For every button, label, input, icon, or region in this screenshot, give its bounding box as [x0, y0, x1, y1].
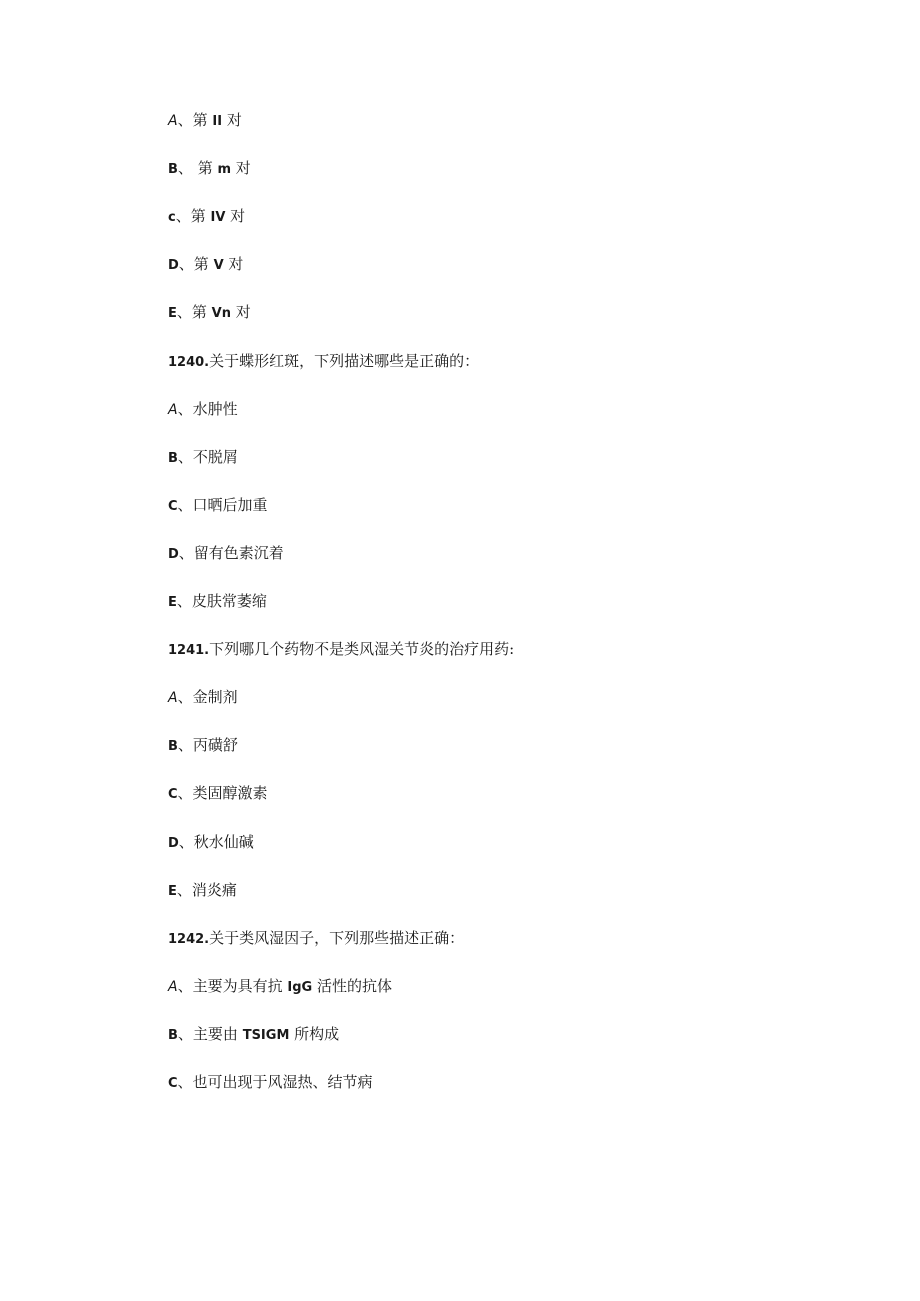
text-run: 所构成	[289, 1025, 340, 1043]
text-run: 关于蝶形红斑，下列描述哪些是正确的：	[209, 352, 480, 370]
text-run: 、水肿性	[177, 400, 238, 418]
text-run: E	[168, 306, 177, 321]
text-run: D	[168, 836, 179, 851]
text-run: 对	[223, 255, 244, 273]
text-run: 、消炎痛	[176, 881, 237, 899]
text-run: A	[168, 402, 178, 418]
text-run: 活性的抗体	[312, 977, 392, 995]
text-run: B	[168, 739, 178, 754]
text-run: 对	[231, 303, 251, 321]
text-run: IV	[210, 210, 226, 225]
answer-option	[168, 204, 245, 228]
text-run: 对	[222, 111, 242, 129]
text-run: 、主要由	[177, 1025, 243, 1043]
text-run: A	[168, 113, 178, 129]
text-run: E	[168, 884, 177, 899]
question-stem	[168, 349, 479, 373]
text-run: 、第	[178, 255, 214, 273]
question-stem	[168, 637, 514, 661]
text-run: V	[213, 258, 224, 273]
text-run: 、秋水仙碱	[178, 833, 254, 851]
text-run: B	[168, 162, 178, 177]
answer-option	[168, 830, 254, 854]
text-run: 、第	[176, 303, 212, 321]
text-run: c	[168, 210, 176, 225]
text-run: 对	[231, 159, 251, 177]
answer-option	[168, 589, 267, 613]
text-run: 1242.	[168, 932, 210, 947]
text-run: Vn	[211, 306, 231, 321]
text-run: 1241.	[168, 643, 210, 658]
text-run: D	[168, 547, 179, 562]
text-run: A	[168, 690, 178, 706]
answer-option	[168, 445, 238, 469]
text-run: TSIGM	[242, 1028, 290, 1043]
text-run: II	[212, 114, 223, 129]
text-run: 、不脱屑	[177, 448, 238, 466]
text-run: 、金制剂	[177, 688, 238, 706]
text-run: 、也可出现于风湿热、结节病	[177, 1073, 373, 1091]
text-run: D	[168, 258, 179, 273]
text-run: 关于类风湿因子，下列那些描述正确：	[209, 929, 465, 947]
text-run: 、第	[175, 207, 211, 225]
text-run: 、 第	[177, 159, 218, 177]
text-run: 、皮肤常萎缩	[176, 592, 267, 610]
text-run: 、主要为具有抗	[177, 977, 288, 995]
text-run: E	[168, 595, 177, 610]
answer-option	[168, 541, 284, 565]
text-run: C	[168, 787, 178, 802]
text-run: C	[168, 499, 178, 514]
answer-option	[168, 733, 238, 757]
text-run: 、留有色素沉着	[178, 544, 284, 562]
text-run: 、丙磺舒	[177, 736, 238, 754]
answer-option	[168, 1022, 339, 1046]
answer-option	[168, 108, 242, 132]
answer-option	[168, 300, 251, 324]
answer-option	[168, 685, 238, 709]
text-run: 下列哪几个药物不是类风湿关节炎的治疗用药:	[209, 640, 515, 658]
text-run: 对	[225, 207, 246, 225]
text-run: 、第	[177, 111, 213, 129]
answer-option	[168, 493, 268, 517]
answer-option	[168, 1070, 373, 1094]
answer-option	[168, 781, 268, 805]
text-run: A	[168, 979, 178, 995]
answer-option	[168, 156, 251, 180]
text-run: m	[217, 162, 232, 177]
answer-option	[168, 974, 392, 998]
answer-option	[168, 252, 243, 276]
text-run: B	[168, 1028, 178, 1043]
text-run: B	[168, 451, 178, 466]
text-run: 1240.	[168, 355, 210, 370]
answer-option	[168, 878, 237, 902]
question-stem	[168, 926, 464, 950]
text-run: 、口晒后加重	[177, 496, 268, 514]
text-run: C	[168, 1076, 178, 1091]
text-run: 、类固醇激素	[177, 784, 268, 802]
text-run: IgG	[287, 980, 313, 995]
answer-option	[168, 397, 238, 421]
